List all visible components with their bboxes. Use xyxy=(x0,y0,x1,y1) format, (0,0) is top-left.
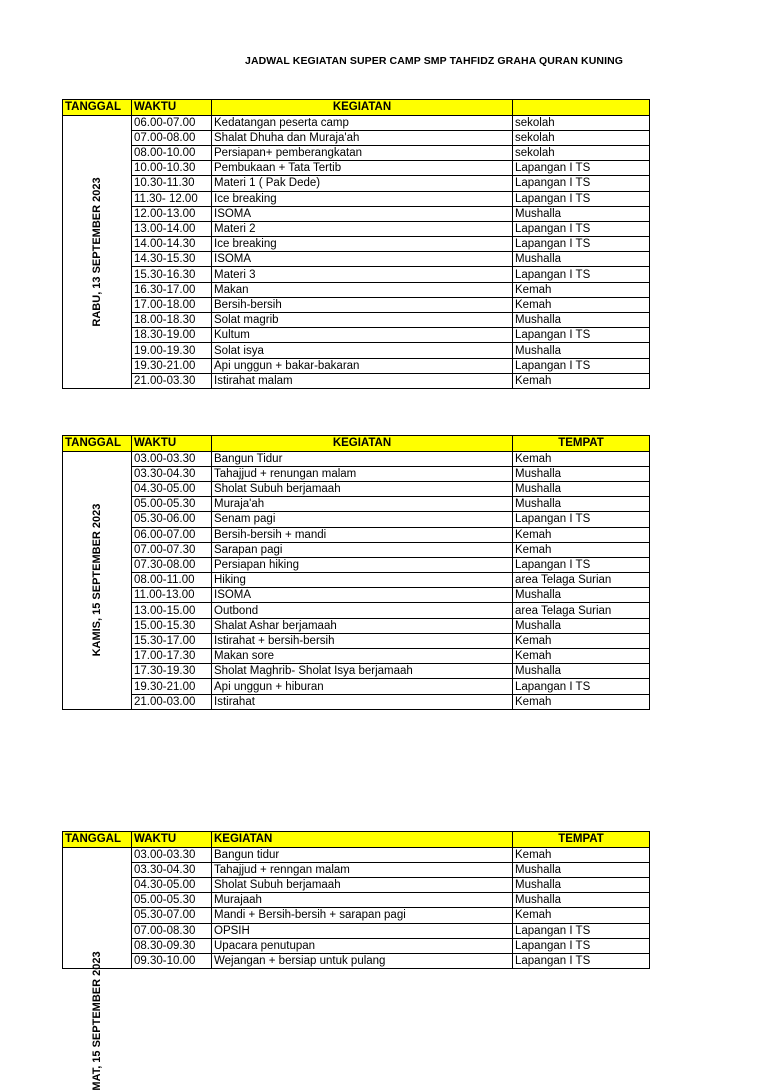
time-cell: 08.00-11.00 xyxy=(132,573,212,588)
activity-cell: Bangun Tidur xyxy=(212,451,513,466)
activity-cell: Kultum xyxy=(212,328,513,343)
time-cell: 03.00-03.30 xyxy=(132,451,212,466)
time-cell: 13.00-15.00 xyxy=(132,603,212,618)
place-cell: Lapangan I TS xyxy=(513,176,650,191)
activity-cell: Mandi + Bersih-bersih + sarapan pagi xyxy=(212,908,513,923)
time-cell: 05.30-07.00 xyxy=(132,908,212,923)
time-cell: 21.00-03.00 xyxy=(132,694,212,709)
activity-cell: Solat isya xyxy=(212,343,513,358)
activity-cell: Persiapan hiking xyxy=(212,557,513,572)
time-cell: 17.30-19.30 xyxy=(132,664,212,679)
time-cell: 03.00-03.30 xyxy=(132,847,212,862)
date-cell xyxy=(63,115,132,388)
table-row xyxy=(63,633,650,648)
table-row xyxy=(63,923,650,938)
table-row xyxy=(63,953,650,968)
time-cell: 04.30-05.00 xyxy=(132,481,212,496)
date-label: MAT, 15 SEPTEMBER 2023 xyxy=(91,951,103,1091)
table-header-row xyxy=(63,100,650,116)
time-cell: 08.00-10.00 xyxy=(132,145,212,160)
place-cell: Lapangan I TS xyxy=(513,221,650,236)
header-kegiatan: KEGIATAN xyxy=(212,436,513,452)
activity-cell: Istirahat malam xyxy=(212,373,513,388)
table-row xyxy=(63,527,650,542)
header-waktu: WAKTU xyxy=(132,832,212,848)
place-cell: Mushalla xyxy=(513,497,650,512)
schedule-table-day3 xyxy=(62,831,650,1091)
activity-cell: Bangun tidur xyxy=(212,847,513,862)
time-cell: 07.30-08.00 xyxy=(132,557,212,572)
time-cell: 14.00-14.30 xyxy=(132,237,212,252)
activity-cell: Hiking xyxy=(212,573,513,588)
activity-cell: Pembukaan + Tata Tertib xyxy=(212,161,513,176)
activity-cell: Upacara penutupan xyxy=(212,938,513,953)
table-row xyxy=(63,358,650,373)
place-cell: Lapangan I TS xyxy=(513,512,650,527)
activity-cell: Sholat Maghrib- Sholat Isya berjamaah xyxy=(212,664,513,679)
table-row xyxy=(63,282,650,297)
time-cell: 15.30-17.00 xyxy=(132,633,212,648)
place-cell: Lapangan I TS xyxy=(513,161,650,176)
table-row xyxy=(63,938,650,953)
table-row xyxy=(63,130,650,145)
table-row xyxy=(63,237,650,252)
table-row xyxy=(63,573,650,588)
place-cell: Mushalla xyxy=(513,481,650,496)
activity-cell: Sholat Subuh berjamaah xyxy=(212,481,513,496)
time-cell: 10.00-10.30 xyxy=(132,161,212,176)
time-cell: 14.30-15.30 xyxy=(132,252,212,267)
place-cell: Lapangan I TS xyxy=(513,358,650,373)
table-row xyxy=(63,313,650,328)
table-row xyxy=(63,694,650,709)
time-cell: 07.00-08.30 xyxy=(132,923,212,938)
place-cell: sekolah xyxy=(513,145,650,160)
place-cell: Lapangan I TS xyxy=(513,237,650,252)
header-waktu: WAKTU xyxy=(132,100,212,116)
table-row xyxy=(63,512,650,527)
time-cell: 11.00-13.00 xyxy=(132,588,212,603)
place-cell: Mushalla xyxy=(513,252,650,267)
place-cell: Mushalla xyxy=(513,313,650,328)
time-cell: 15.00-15.30 xyxy=(132,618,212,633)
table-row xyxy=(63,221,650,236)
table-row xyxy=(63,328,650,343)
time-cell: 16.30-17.00 xyxy=(132,282,212,297)
table-header-row xyxy=(63,832,650,848)
table-row xyxy=(63,649,650,664)
activity-cell: Makan xyxy=(212,282,513,297)
header-kegiatan: KEGIATAN xyxy=(212,100,513,116)
table-row xyxy=(63,161,650,176)
activity-cell: Wejangan + bersiap untuk pulang xyxy=(212,953,513,968)
header-tanggal: TANGGAL xyxy=(63,436,132,452)
place-cell: Kemah xyxy=(513,847,650,862)
table-row xyxy=(63,145,650,160)
place-cell: sekolah xyxy=(513,130,650,145)
place-cell: Mushalla xyxy=(513,893,650,908)
header-tanggal: TANGGAL xyxy=(63,100,132,116)
table-row xyxy=(63,588,650,603)
place-cell: Kemah xyxy=(513,694,650,709)
time-cell: 08.30-09.30 xyxy=(132,938,212,953)
table-row xyxy=(63,176,650,191)
time-cell: 21.00-03.30 xyxy=(132,373,212,388)
place-cell: Lapangan I TS xyxy=(513,679,650,694)
time-cell: 05.00-05.30 xyxy=(132,497,212,512)
time-cell: 17.00-17.30 xyxy=(132,649,212,664)
activity-cell: ISOMA xyxy=(212,588,513,603)
place-cell: Kemah xyxy=(513,633,650,648)
activity-cell: Shalat Dhuha dan Muraja'ah xyxy=(212,130,513,145)
table-row xyxy=(63,373,650,388)
table-row xyxy=(63,618,650,633)
time-cell: 19.30-21.00 xyxy=(132,358,212,373)
table-row xyxy=(63,664,650,679)
place-cell: Lapangan I TS xyxy=(513,938,650,953)
time-cell: 06.00-07.00 xyxy=(132,527,212,542)
table-row xyxy=(63,497,650,512)
activity-cell: Api unggun + hiburan xyxy=(212,679,513,694)
place-cell: area Telaga Surian xyxy=(513,603,650,618)
place-cell: Kemah xyxy=(513,282,650,297)
header-kegiatan: KEGIATAN xyxy=(212,832,513,848)
place-cell: Kemah xyxy=(513,527,650,542)
date-label: KAMIS, 15 SEPTEMBER 2023 xyxy=(91,503,103,657)
header-tempat: TEMPAT xyxy=(513,436,650,452)
place-cell: Kemah xyxy=(513,649,650,664)
time-cell: 03.30-04.30 xyxy=(132,862,212,877)
table-row xyxy=(63,481,650,496)
place-cell: Mushalla xyxy=(513,466,650,481)
table-row xyxy=(63,466,650,481)
activity-cell: Materi 3 xyxy=(212,267,513,282)
table-row xyxy=(63,893,650,908)
header-tanggal: TANGGAL xyxy=(63,832,132,848)
time-cell: 17.00-18.00 xyxy=(132,297,212,312)
table-row xyxy=(63,877,650,892)
activity-cell: Tahajjud + renngan malam xyxy=(212,862,513,877)
header-tempat-empty xyxy=(513,100,650,116)
table-row xyxy=(63,206,650,221)
activity-cell: Shalat Ashar berjamaah xyxy=(212,618,513,633)
activity-cell: Ice breaking xyxy=(212,237,513,252)
place-cell: Lapangan I TS xyxy=(513,191,650,206)
table-row xyxy=(63,603,650,618)
time-cell: 11.30- 12.00 xyxy=(132,191,212,206)
activity-cell: ISOMA xyxy=(212,252,513,267)
place-cell: Lapangan I TS xyxy=(513,923,650,938)
header-tempat: TEMPAT xyxy=(513,832,650,848)
activity-cell: Materi 1 ( Pak Dede) xyxy=(212,176,513,191)
activity-cell: Materi 2 xyxy=(212,221,513,236)
table-row xyxy=(63,542,650,557)
activity-cell: Makan sore xyxy=(212,649,513,664)
time-cell: 10.30-11.30 xyxy=(132,176,212,191)
table-row xyxy=(63,847,650,862)
activity-cell: Ice breaking xyxy=(212,191,513,206)
place-cell: Mushalla xyxy=(513,877,650,892)
activity-cell: Outbond xyxy=(212,603,513,618)
place-cell: Lapangan I TS xyxy=(513,328,650,343)
place-cell: Mushalla xyxy=(513,343,650,358)
activity-cell: Solat magrib xyxy=(212,313,513,328)
activity-cell: Murajaah xyxy=(212,893,513,908)
place-cell: area Telaga Surian xyxy=(513,573,650,588)
place-cell: Kemah xyxy=(513,451,650,466)
time-cell: 15.30-16.30 xyxy=(132,267,212,282)
activity-cell: ISOMA xyxy=(212,206,513,221)
date-cell xyxy=(63,451,132,709)
table-row xyxy=(63,252,650,267)
place-cell: Lapangan I TS xyxy=(513,953,650,968)
schedule-table-day2 xyxy=(62,435,650,710)
activity-cell: Sarapan pagi xyxy=(212,542,513,557)
activity-cell: OPSIH xyxy=(212,923,513,938)
table-row xyxy=(63,862,650,877)
table-row xyxy=(63,908,650,923)
table-row xyxy=(63,451,650,466)
place-cell: Lapangan I TS xyxy=(513,557,650,572)
activity-cell: Bersih-bersih + mandi xyxy=(212,527,513,542)
table-row xyxy=(63,679,650,694)
table-header-row xyxy=(63,436,650,452)
place-cell: sekolah xyxy=(513,115,650,130)
time-cell: 18.30-19.00 xyxy=(132,328,212,343)
table-row xyxy=(63,297,650,312)
table-row xyxy=(63,191,650,206)
time-cell: 07.00-08.00 xyxy=(132,130,212,145)
place-cell: Kemah xyxy=(513,297,650,312)
activity-cell: Senam pagi xyxy=(212,512,513,527)
time-cell: 03.30-04.30 xyxy=(132,466,212,481)
table-row xyxy=(63,267,650,282)
activity-cell: Muraja'ah xyxy=(212,497,513,512)
table-row xyxy=(63,557,650,572)
time-cell: 05.30-06.00 xyxy=(132,512,212,527)
activity-cell: Istirahat xyxy=(212,694,513,709)
time-cell: 13.00-14.00 xyxy=(132,221,212,236)
time-cell: 05.00-05.30 xyxy=(132,893,212,908)
place-cell: Mushalla xyxy=(513,664,650,679)
time-cell: 19.00-19.30 xyxy=(132,343,212,358)
time-cell: 12.00-13.00 xyxy=(132,206,212,221)
table-row xyxy=(63,115,650,130)
activity-cell: Sholat Subuh berjamaah xyxy=(212,877,513,892)
place-cell: Kemah xyxy=(513,908,650,923)
place-cell: Lapangan I TS xyxy=(513,267,650,282)
schedule-table-day1 xyxy=(62,99,650,389)
activity-cell: Kedatangan peserta camp xyxy=(212,115,513,130)
activity-cell: Istirahat + bersih-bersih xyxy=(212,633,513,648)
place-cell: Kemah xyxy=(513,373,650,388)
place-cell: Mushalla xyxy=(513,206,650,221)
time-cell: 19.30-21.00 xyxy=(132,679,212,694)
place-cell: Mushalla xyxy=(513,618,650,633)
activity-cell: Api unggun + bakar-bakaran xyxy=(212,358,513,373)
header-waktu: WAKTU xyxy=(132,436,212,452)
time-cell: 07.00-07.30 xyxy=(132,542,212,557)
place-cell: Mushalla xyxy=(513,588,650,603)
activity-cell: Bersih-bersih xyxy=(212,297,513,312)
place-cell: Kemah xyxy=(513,542,650,557)
activity-cell: Persiapan+ pemberangkatan xyxy=(212,145,513,160)
table-row xyxy=(63,343,650,358)
time-cell: 04.30-05.00 xyxy=(132,877,212,892)
time-cell: 18.00-18.30 xyxy=(132,313,212,328)
date-cell xyxy=(63,847,132,1091)
place-cell: Mushalla xyxy=(513,862,650,877)
time-cell: 09.30-10.00 xyxy=(132,953,212,968)
activity-cell: Tahajjud + renungan malam xyxy=(212,466,513,481)
time-cell: 06.00-07.00 xyxy=(132,115,212,130)
date-label: RABU, 13 SEPTEMBER 2023 xyxy=(91,177,103,327)
document-title: JADWAL KEGIATAN SUPER CAMP SMP TAHFIDZ GRAHA QURAN KUNING xyxy=(245,55,624,67)
